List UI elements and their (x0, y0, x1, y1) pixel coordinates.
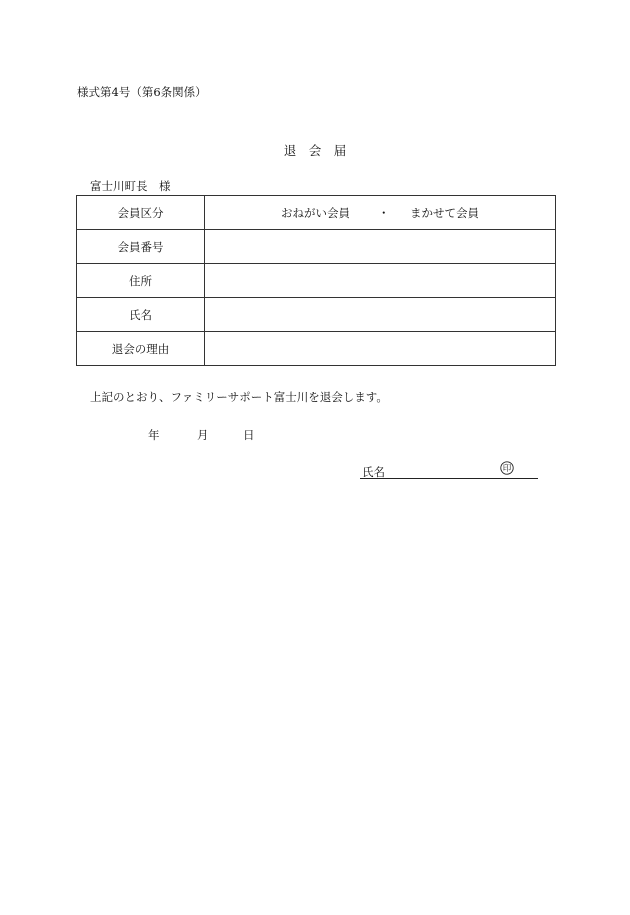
seal-icon (500, 461, 514, 475)
reason-label: 退会の理由 (77, 332, 205, 366)
member-number-field[interactable] (205, 230, 556, 264)
table-row-address (77, 264, 556, 298)
table-row-member-number (77, 230, 556, 264)
name-field[interactable] (205, 298, 556, 332)
signature-name-label: 氏名 (362, 465, 385, 479)
table-row-name (77, 298, 556, 332)
option-makasete-member[interactable]: まかせて会員 (410, 205, 479, 220)
option-onegai-member[interactable]: おねがい会員 (281, 205, 350, 220)
address-label: 住所 (77, 264, 205, 298)
table-row-member-type (77, 196, 556, 230)
addressee: 富士川町長 様 (90, 179, 171, 193)
table-row-reason (77, 332, 556, 366)
option-separator: ・ (378, 205, 390, 220)
form-number: 様式第4号（第6条関係） (77, 85, 207, 99)
date-year-label: 年 (148, 428, 160, 442)
date-day-label: 日 (243, 428, 255, 442)
address-field[interactable] (205, 264, 556, 298)
member-number-label: 会員番号 (77, 230, 205, 264)
member-type-field[interactable] (205, 196, 556, 230)
member-type-label: 会員区分 (77, 196, 205, 230)
document-title: 退 会 届 (283, 143, 347, 158)
seal-character: 印 (502, 464, 512, 475)
statement-text: 上記のとおり、ファミリーサポート富士川を退会します。 (90, 390, 388, 404)
reason-field[interactable] (205, 332, 556, 366)
name-label: 氏名 (77, 298, 205, 332)
signature-line[interactable] (360, 478, 538, 479)
withdrawal-form-table (76, 195, 556, 366)
date-month-label: 月 (197, 428, 209, 442)
